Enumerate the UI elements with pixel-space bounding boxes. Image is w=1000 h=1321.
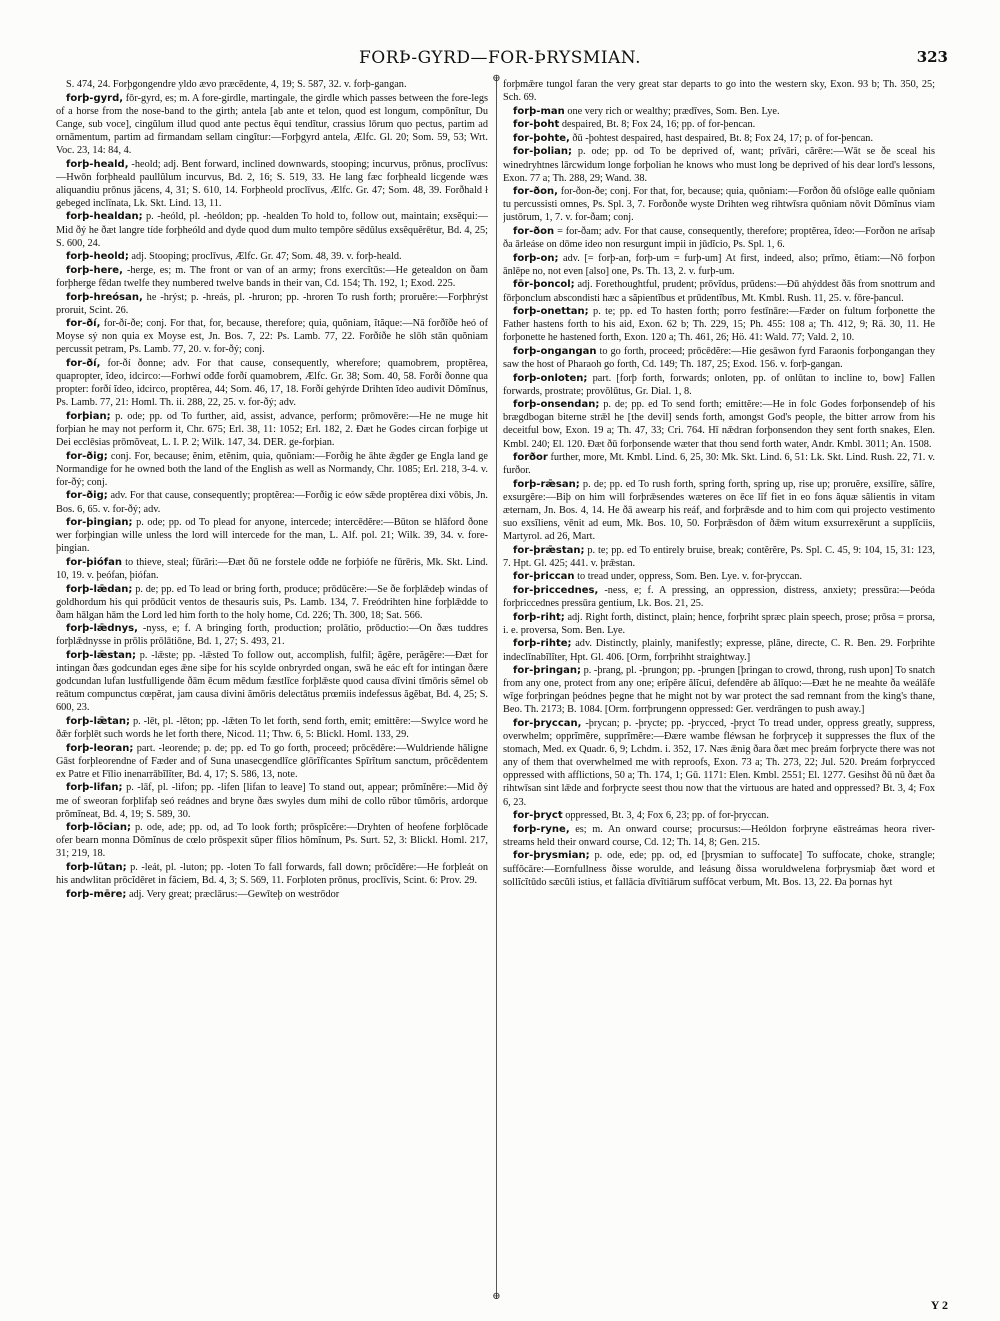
entry-definition: for-ðí ðonne; adv. For that cause, consequently, wherefore; quamobrem, proptĕrea, quapropter, ĭdeo, idcirco:—Forhwí ođđe forðí quamobrem, Ælfc. Gr. 38; Som. 40, 58. Forðí ðonne qua propter: forðí ĭdeo, idcirco, proptĕrea, 44; Som. 46, 17, 18. Forðí gehýrde Drihten ĭdeo audivit Dŏmĭnus, Ps. Lamb. 77, 21: Homl. Th. ii. 288, 22, 25. v. for-ðý; adv.: [56, 357, 488, 409]
entry-headword: forþ-healdan;: [66, 211, 143, 223]
entry-headword: for-ðig;: [66, 490, 108, 502]
entry-definition: p. te; pp. ed To hasten forth; porro festīnāre:—Fæder on fultum forþonette the Father hastens forth to his aid, Exon. 62 b; Th. 229, 15; Ph. 455: 108 a; Th. 412, 9; Rä. 30, 11. He forþonette he hastened forth, Exon. 120 a; Th. 461, 26; Hö. 41: Wald. 77; Vald. 2, 10.: [503, 306, 935, 344]
entry-headword: forþ-onsendan;: [513, 399, 600, 411]
entry-headword: forþ-mēre;: [66, 888, 127, 900]
dictionary-entry: [56, 291, 488, 317]
entry-headword: for-þriccednes,: [513, 585, 599, 597]
entry-definition: for-ðon-ðe; conj. For that, for, because; quia, quŏniam:—Forðon ðū ofslōge ealle quŏniam tu percussisti omnes, Ps. Spl. 3, 7. Forðonðe wyste Drihten weg rihtwīsra quŏniam nōvit Dŏmĭnus viam justōrum, 1, 7. v. for-ðam; conj.: [503, 186, 935, 224]
running-head: [0, 48, 1000, 74]
dictionary-entry: [56, 742, 488, 781]
dictionary-entry: [56, 158, 488, 210]
entry-definition: part. -leorende; p. de; pp. ed To go forth, proceed; prōcēdĕre:—Wuldriende hāligne Gāst forþleorendne of Fæder and of Suna unasecgendlīce glōrĭfĭcantes Spīrĭtum sanctum, prōcēdentem ex Patre et Fīlio inenarrābĭlĭter, Bd. 4, 17; S. 586, 13, note.: [56, 742, 488, 780]
dictionary-entry: [503, 717, 935, 809]
dictionary-entry: [503, 584, 935, 610]
entry-definition: p. -lǣste; pp. -lǣsted To follow out, accomplish, fulfil; ăgĕre, perăgĕre:—Ðæt for intingan ðæs godcundan eges ǣne siþe for his scylde onbryrded ongan, swā he eác eft for intingan ðære godcundan lufan lustfulligende ðām ēcum mēdum fæstlīce forþlǣste quod causa dīvini tĭmōris sĕmel ob reātum compunctus cœpĕrat, jam causa divini ămōris delectātus prœmiis indefessus ăgĕbat, Bd. 4, 25; S. 600, 23.: [56, 650, 488, 714]
dictionary-entry: [56, 357, 488, 409]
page-number: 323: [916, 48, 948, 66]
right-column: [503, 78, 935, 1288]
entry-definition: p. ode; pp. od To be deprived of, want; prīvāri, cărēre:—Wāt se ðe sceal his winedryhtnes lārcwidum longe forþolian he knows who must long be deprived of his dear lord's lessons, Exon. 77 a; Th. 288, 29; Wand. 38.: [503, 146, 935, 184]
entry-definition: adj. Very great; præclārus:—Gewīteþ on westrōdor: [128, 888, 340, 900]
entry-definition: he -hrýst; p. -hreás, pl. -hruron; pp. -hroren To rush forth; proruĕre:—Forþhrýst proruit, Scint. 26.: [56, 291, 488, 316]
entry-headword: forþ-heald,: [66, 158, 129, 170]
dictionary-entry: [503, 225, 935, 251]
dictionary-entry: [503, 809, 935, 822]
dictionary-entry: [503, 105, 935, 118]
entry-headword: forþ-lūtan;: [66, 862, 127, 874]
entry-headword: for-ðon,: [513, 186, 558, 198]
entry-headword: forþ-gyrd,: [66, 92, 124, 104]
entry-definition: p. ode, ede; pp. od, ed [þrysmian to suffocate] To suffocate, choke, strangle; suffŏcāre:—Eornfullness ðisse worulde, and leásung ðissa woruldwelena forþrysmiaþ ðæt word et sollĭcĭtūdo sæcŭli istius, et fallācia dīvĭtiārum suffŏcat verbum, Mt. Bos. 13, 22. Ða þornas hyt: [503, 850, 935, 888]
entry-headword: forþ-lǣtan;: [66, 716, 131, 727]
dictionary-entry: [503, 305, 935, 344]
entry-definition: fōr-gyrd, es; m. A fore-girdle, martingale, the girdle which passes between the fore-legs of a horse from the nose-band to the girth; antela [ab ante et telon, quod est longum, compōnĭtur, Du Cange, sub voce], cingŭlum illud quod ante pectus ĕqui tendĭtur, crassius lōrum quo pectus, partim ad ornāmentum, partim ad firmandam sellam cingĭtur:—Forþgyrd antela, Ælfc. Gl. 20; Som. 59, 53; Wrt. Voc. 23, 14: 84, 4.: [56, 92, 488, 156]
entry-definition: forþmǣre tungol faran the very great star departs to go into the western sky, Exon. 93 b; Th. 350, 25; Sch. 69.: [503, 79, 935, 104]
dictionary-entry: [503, 611, 935, 637]
entry-definition: p. -leát, pl. -luton; pp. -loten To fall forwards, fall down; prōcĭdĕre:—He forþleát on his andwlitan prōcĭdĕret in făciem, Bd. 4, 3; S. 569, 11. Forþloten prōnus, proclīvis, Scint. 6: Prov. 29.: [56, 862, 488, 887]
entry-definition: p. ode; pp. od To plead for anyone, intercede; intercēdĕre:—Būton se hlāford ðone wer forþingian wille unless the lord will intercede for the man, L. Alf. pol. 21; Wilk. 39, 34. v. fore-þingian.: [56, 517, 488, 555]
dictionary-entry: [503, 78, 935, 104]
dictionary-entry: [56, 556, 488, 582]
entry-headword: forþ-man: [513, 105, 565, 117]
dictionary-entry: [503, 398, 935, 450]
entry-headword: for-þingian;: [66, 517, 133, 529]
entry-definition: p. -heóld, pl. -heóldon; pp. -healden To hold to, follow out, maintain; exsĕqui:—Mid ðý he ðæt langre tíde forþheóld and dyde quod dum multo tempŏre sēdŭlus exsĕquĕrētur, Bd. 4, 25; S. 600, 24.: [56, 211, 488, 249]
entry-headword: for-þiófan: [66, 556, 122, 568]
dictionary-entry: [503, 478, 935, 543]
dictionary-entry: [56, 250, 488, 263]
entry-definition: p. de; pp. ed To lead or bring forth, produce; prōdūcĕre:—Se ðe forþlǣdeþ windas of goldhordum his qui prōdūcit ventos de thesauris suis, Ps. Lamb. 134, 7. Freódrihten hine forþlǣdde to ðam hālgan hām the Lord led him forth to the holy home, Cd. 226; Th. 300, 18; Sat. 566.: [56, 583, 488, 621]
dictionary-entry: [503, 637, 935, 663]
entry-definition: oppressed, Bt. 3, 4; Fox 6, 23; pp. of for-þryccan.: [565, 810, 769, 822]
entry-definition: despaired, Bt. 8; Fox 24, 16; pp. of for-þencan.: [561, 119, 756, 131]
dictionary-entry: [503, 570, 935, 583]
entry-headword: forþ-leoran;: [66, 742, 134, 754]
entry-definition: adj. Forethoughtful, prudent; prōvĭdus, prūdens:—Ðū ahýddest ðās from snottrum and fōrþonclum abscondisti hæc a săpientĭbus et prūdentĭbus, Mt. Kmbl. Rush. 11, 25. v. fōre-þancul.: [503, 279, 935, 304]
entry-headword: forþ-lifan;: [66, 782, 123, 794]
entry-headword: forþ-onettan;: [513, 306, 589, 318]
entry-definition: p. te; pp. ed To entirely bruise, break; contĕrĕre, Ps. Spl. C. 45, 9: 104, 15, 31: 123, 7. Hpt. Gl. 425; 441. v. þrǣstan.: [503, 544, 935, 569]
entry-headword: forþ-riht;: [513, 611, 565, 623]
dictionary-entry: [56, 821, 488, 860]
entry-definition: adv. Distinctly, plainly, manifestly; expresse, plāne, directe, C. R. Ben. 29. Forþrihte indeclīnabĭlĭter, Hpt. Gl. 406. [Orm, forrþrihht straightway.]: [503, 638, 935, 663]
dictionary-entry: [56, 583, 488, 622]
dictionary-entry: [56, 317, 488, 356]
entry-headword: for-þrysmian;: [513, 850, 590, 862]
entry-definition: ðū -þohtest despaired, hast despaired, Bt. 8; Fox 24, 17; p. of for-þencan.: [572, 132, 874, 144]
page-title: FORÞ-GYRD—FOR-ÞRYSMIAN.: [358, 48, 641, 68]
entry-definition: to thieve, steal; fūrāri:—Ðæt ðū ne forstele ođđe ne forþiófe ne fūrēris, Mk. Skt. Lind. 10, 19. v. þeófan, þiófan.: [56, 556, 488, 581]
entry-headword: forþ-here,: [66, 264, 123, 276]
entry-headword: forþian;: [66, 410, 111, 422]
entry-definition: -þrycan; p. -þrycte; pp. -þrycced, -þryct To tread under, oppress greatly, suppress, overwhelm; opprĭmĕre, supprĭmĕre:—Ðære wambe fléwsan he forþryceþ it suppresses the flux of the stomach, Med. ex Quadr. 6, 9; Lchdm. i. 352, 17. Næs ǣnig ðara ðæt mec þreám forþrycte there was not any of them that overwhelmed me with reproofs, Exon. 73 a; Th. 273, 22; Jul. 520. Þreám forþrycced oppressed with afflictions, 50 a; Th. 174, 1; Gū. 1171: Elen. Kmbl. 2551; El. 1277. Gesihst ðū nū ðæt ða rihtwīsan sint lǣde and forþrycte seest thou now that the virtuous are hated and oppressed? Bt. 3, 4; Fox 6, 23.: [503, 718, 935, 808]
dictionary-entry: [503, 252, 935, 278]
entry-headword: fōr-þoncol;: [513, 279, 575, 291]
dictionary-entry: [503, 849, 935, 888]
entry-headword: forþ-hreósan,: [66, 291, 143, 303]
entry-headword: for-ðí,: [66, 357, 101, 369]
entry-definition: = for-ðam; adv. For that cause, consequently, therefore; proptĕrea, ĭdeo:—Forðon ne arīsaþ ða ārleáse on dōme ideo non resurgunt impii in jūdĭcio, Ps. Spl. 1, 6.: [503, 226, 935, 251]
entry-definition: to go forth, proceed; prōcēdĕre:—Hie gesāwon fyrd Faraonis forþongangan they saw the host of Pharaoh go forth, Cd. 149; Th. 187, 25; Exod. 156. v. forþ-gangan.: [503, 345, 935, 370]
dictionary-entry: [56, 622, 488, 648]
entry-definition: p. -þrang, pl. -þrungon; pp. -þrungen [þringan to crowd, throng, rush upon] To snatch from any one, protect from any one; erĭpĕre ălĭcui, defendĕre ab ălĭquo:—Ðæt he ne meahte ða weálāfe wīge forþringan þeódnes þegne that he might not by war protect the sad remnant from the king's thane, Beo. Th. 2173; B. 1084. [Orm. forrþrungenn oppressed: Ger. verdrängen to push away.]: [503, 665, 935, 716]
entry-definition: for-ðí-ðe; conj. For that, for, because, therefore; quia, quŏniam, ĭtăque:—Nā forðīðe heó of Moyse sý non quia ex Moyse est, Jn. Bos. 7, 22: Ps. Lamb. 77, 22. Forðíðe he slōh stān quŏniam percussit petram, Ps. Lamb. 77, 20. v. for-ðý; conj.: [56, 318, 488, 356]
entry-definition: adj. Stooping; proclīvus, Ælfc. Gr. 47; Som. 48, 39. v. forþ-heald.: [131, 251, 402, 263]
entry-definition: p. de; pp. ed To rush forth, spring forth, spring up, rise up; proruĕre, exsilīre, sălīre, exsurgĕre:—Biþ on him will forþrǣsendes wæteres on ēce līf fiet in eo fons ăquæ sălientis in vitam æternam, Jn. Bos. 4, 14. He ðā awearp his reáf, and forþrǣsde and to him com qui projecto vestimento suo exsĭliens, vēnit ad eum, Mk. Bos. 10, 50. Forþrǣsdon of ðǣm witum exsurrexērunt a supplĭciis, Martyrol. ad 26, Mart.: [503, 478, 935, 543]
entry-definition: p. ode, ade; pp. od, ad To look forth; prōspĭcĕre:—Dryhten of heofene forþlōcade ofer bearn monna Dŏmĭnus de cœlo prōspexit sŭper fīlios hŏmĭnum, Ps. Surt. 52, 3: Blickl. Homl. 217, 31; 219, 18.: [56, 822, 488, 860]
entry-headword: for-ðí,: [66, 318, 101, 330]
entry-headword: for-þrǣstan;: [513, 544, 585, 556]
dictionary-entry: [56, 516, 488, 555]
dictionary-entry: [503, 118, 935, 131]
entry-definition: es; m. An onward course; procursus:—Heóldon forþryne eāstreámas heora river-streams held their onward course, Cd. 12; Th. 14, 8; Gen. 215.: [503, 823, 935, 848]
entry-headword: for-þriccan: [513, 571, 575, 583]
entry-definition: -herge, es; m. The front or van of an army; frons exercĭtūs:—He getealdon on ðam forþherge fēdan twelfe they numbered twelve bands in their van, Cd. 154; Th. 192, 1; Exod. 225.: [56, 264, 488, 289]
entry-headword: forþ-lǣdan;: [66, 583, 133, 595]
dictionary-entry: [56, 264, 488, 290]
entry-definition: p. -lēt, pl. -lēton; pp. -lǣten To let forth, send forth, emit; emittĕre:—Swylce word he ðǣr forþlēt such words he let forth there, Nicod. 11; Thw. 6, 5: Blickl. Homl. 133, 29.: [56, 716, 488, 741]
entry-definition: p. -lāf, pl. -lifon; pp. -lifen [lifan to leave] To stand out, appear; prŏmĭnēre:—Mid ðý me of sweoran forþlifaþ seó reádnes and bryne ðæs swyles dum mihi de collo rŭbor tŭmōris, ardorque prŏmĭneat, Bd. 4, 19; S. 589, 30.: [56, 782, 488, 820]
dictionary-entry: [56, 410, 488, 449]
dictionary-entry: [503, 132, 935, 145]
column-divider: [496, 78, 497, 1298]
dictionary-entry: [56, 888, 488, 901]
entry-definition: adv. For that cause, consequently; proptĕrea:—Forðig ic eów sǣde proptĕrea dixi vōbis, Jn. Bos. 6, 65. v. for-ðý; adv.: [56, 490, 488, 515]
entry-headword: for-þringan;: [513, 665, 581, 677]
entry-headword: forþ-heold;: [66, 251, 129, 263]
entry-definition: further, more, Mt. Kmbl. Lind. 6, 25, 30: Mk. Skt. Lind. 6, 51: Lk. Skt. Lind. Rush. 22, 71. v. furðor.: [503, 452, 935, 477]
dictionary-entry: [56, 715, 488, 741]
entry-headword: forþ-rihte;: [513, 638, 572, 650]
entry-definition: part. [forþ forth, forwards; onloten, pp. of onlūtan to incline to, bow] Fallen forwards, prostrate; provōlūtus, Gr. Dial. 1, 8.: [503, 372, 935, 397]
entry-definition: conj. For, because; ĕnim, etĕnim, quia, quŏniam:—Forðig he āhte ǣgđer ge Engla land ge Normandige for he owned both the land of the English as well as Normandy, Chr. 1085; Erl. 218, 3-4. v. for-ðý; conj.: [56, 450, 488, 488]
dictionary-entry: [56, 861, 488, 887]
dictionary-entry: [503, 823, 935, 849]
entry-definition: to tread under, oppress, Som. Ben. Lye. v. for-þryccan.: [577, 571, 803, 583]
entry-definition: -heold; adj. Bent forward, inclined downwards, stooping; incurvus, prōnus, proclīvus:—Hwōn forþheald paullŭlum incurvus, Bd. 2, 16; S. 519, 33. He lang fæc forþheald licgende wæs aliquandiu prōnus jăcens, 4, 31; S. 610, 14. Forþheold proclīvus, Ælfc. Gr. 47; Som. 48, 39. Forðhald ł gebeged inclīnata, Lk. Skt. Lind. 13, 11.: [56, 158, 488, 209]
entry-definition: adj. Right forth, distinct, plain; hence, forþriht spræc plain speech, prose; prōsa = prorsa, i. e. proversa, Som. Ben. Lye.: [503, 611, 935, 636]
dictionary-entry: [503, 145, 935, 184]
dictionary-entry: [56, 489, 488, 515]
dictionary-entry: [503, 372, 935, 398]
dictionary-entry: [503, 664, 935, 716]
dictionary-entry: [503, 345, 935, 371]
entry-headword: forþ-lǣstan;: [66, 650, 136, 662]
dictionary-entry: [56, 450, 488, 489]
entry-headword: for-þryct: [513, 810, 563, 822]
entry-headword: for-ðig;: [66, 450, 108, 462]
entry-definition: -ness, e; f. A pressing, an oppression, distress, anxiety; pressūra:—Þeóda forþriccednes pressūra gentium, Lk. Bos. 21, 25.: [503, 585, 935, 610]
entry-headword: for-þryccan,: [513, 718, 582, 729]
dictionary-entry: [503, 544, 935, 570]
left-column: [56, 78, 488, 1288]
entry-headword: forþ-ongangan: [513, 345, 597, 357]
column-divider-ornament-bottom: ⊕: [492, 1291, 501, 1302]
entry-headword: for-þoht: [513, 119, 560, 131]
entry-headword: forþ-on;: [513, 252, 559, 264]
dictionary-entry: [56, 92, 488, 157]
entry-headword: forþ-rǣsan;: [513, 478, 580, 490]
entry-headword: for-ðon: [513, 226, 555, 238]
entry-definition: p. de; pp. ed To send forth; emittĕre:—He in folc Godes forþonsendeþ of his brægdbogan biterne strǣl he [the devil] sends forth, amongst God's people, the bitter arrow from his deceitful bow, Exon. 19 a; Th. 47, 33; Cri. 764. Hī nǣdran forþonsendon they sent forth snakes, Elen. Kmbl. 240; El. 120. Ðæt ðū forþonsende wæter that thou send forth water, Andr. Kmbl. 3011; An. 1508.: [503, 399, 935, 450]
dictionary-entry: [56, 78, 488, 91]
entry-headword: forðor: [513, 452, 548, 464]
entry-headword: forþ-lǣdnys,: [66, 623, 138, 635]
dictionary-entry: [503, 451, 935, 477]
dictionary-entry: [56, 781, 488, 820]
entry-definition: adv. [= forþ-an, forþ-um = furþ-um] At first, indeed, also; prīmo, ĕtiam:—Nō forþon ānlēpe no, not even [also] one, Ps. Th. 13, 2. v. furþ-um.: [503, 252, 935, 277]
entry-headword: for-þohte,: [513, 132, 570, 144]
column-divider-ornament-top: ⊕: [492, 73, 501, 84]
entry-definition: p. ode; pp. od To further, aid, assist, advance, perform; prōmovēre:—He ne muge hit forþian he may not perform it, Chr. 675; Erl. 38, 11: 1052; Erl. 182, 2. Ðæt he Godes circan forþige ut Dei ecclēsias prōmŏveat, L. I. P. 2; Wilk. 147, 34. DER. ge-forþian.: [56, 410, 488, 449]
dictionary-entry: [56, 210, 488, 249]
entry-definition: S. 474, 24. Forþgongendre yldo ævo præcēdente, 4, 19; S. 587, 32. v. forþ-gangan.: [66, 79, 407, 90]
entry-definition: -nyss, e; f. A bringing forth, production; prolātio, prōductio:—On ðæs tuddres forþlǣdnysse in prōlis prōlātiōne, Bd. 1, 27; S. 493, 21.: [56, 623, 488, 648]
entry-headword: for-þolian;: [513, 146, 573, 158]
dictionary-entry: [503, 185, 935, 224]
dictionary-entry: [503, 278, 935, 304]
entry-headword: forþ-onloten;: [513, 372, 588, 384]
signature-mark: Y 2: [930, 1298, 948, 1312]
entry-definition: one very rich or wealthy; prædīves, Som. Ben. Lye.: [567, 105, 780, 117]
entry-headword: forþ-ryne,: [513, 823, 570, 835]
entry-headword: forþ-lōcian;: [66, 822, 131, 834]
dictionary-entry: [56, 649, 488, 714]
